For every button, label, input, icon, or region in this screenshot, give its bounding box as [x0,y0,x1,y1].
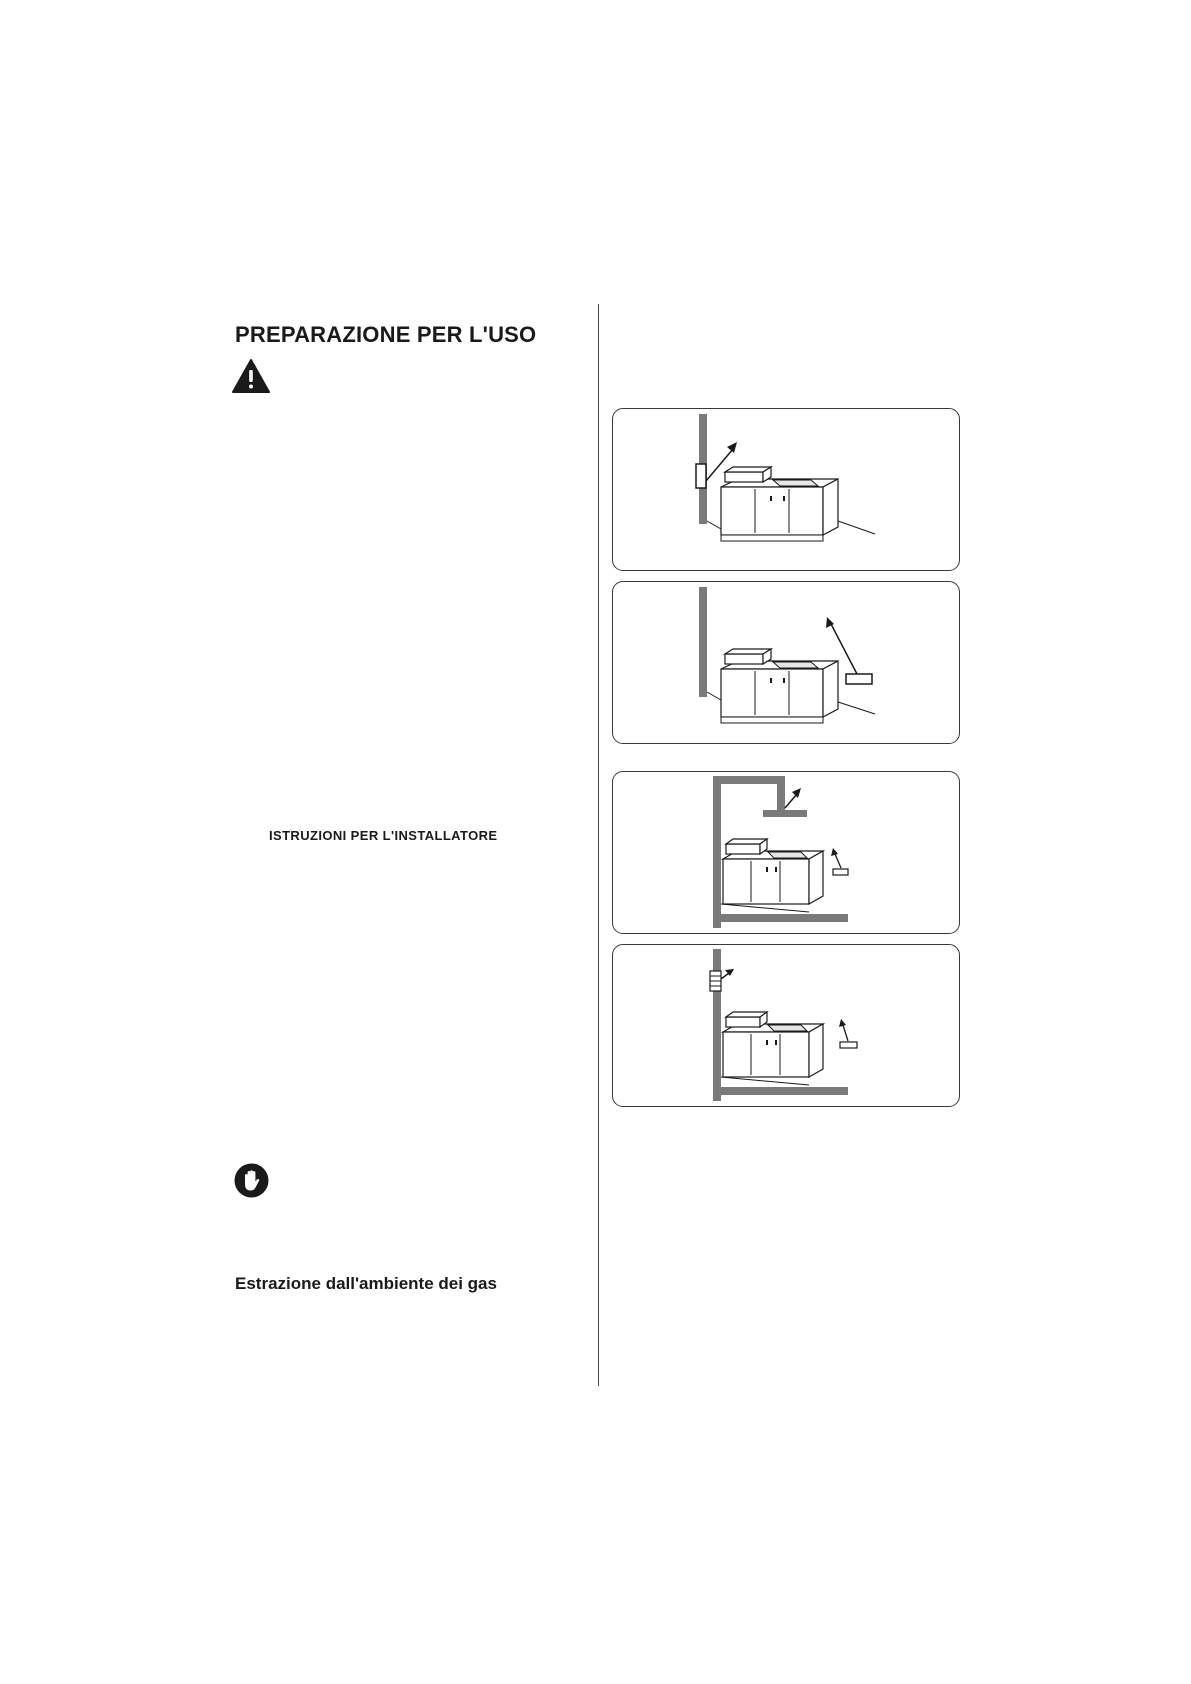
warning-icon [231,358,271,394]
ventilation-figure-wall-fan [612,944,960,1107]
page-title: PREPARAZIONE PER L'USO [235,322,537,347]
column-divider [598,304,599,1386]
ventilation-figure-room-opening [612,581,960,744]
installer-instructions-heading: ISTRUZIONI PER L'INSTALLATORE [269,828,498,843]
ventilation-figure-wall-opening [612,408,960,571]
gas-extraction-heading: Estrazione dall'ambiente dei gas [235,1274,497,1293]
stop-hand-icon [234,1163,269,1198]
ventilation-figure-hood-ceiling [612,771,960,934]
